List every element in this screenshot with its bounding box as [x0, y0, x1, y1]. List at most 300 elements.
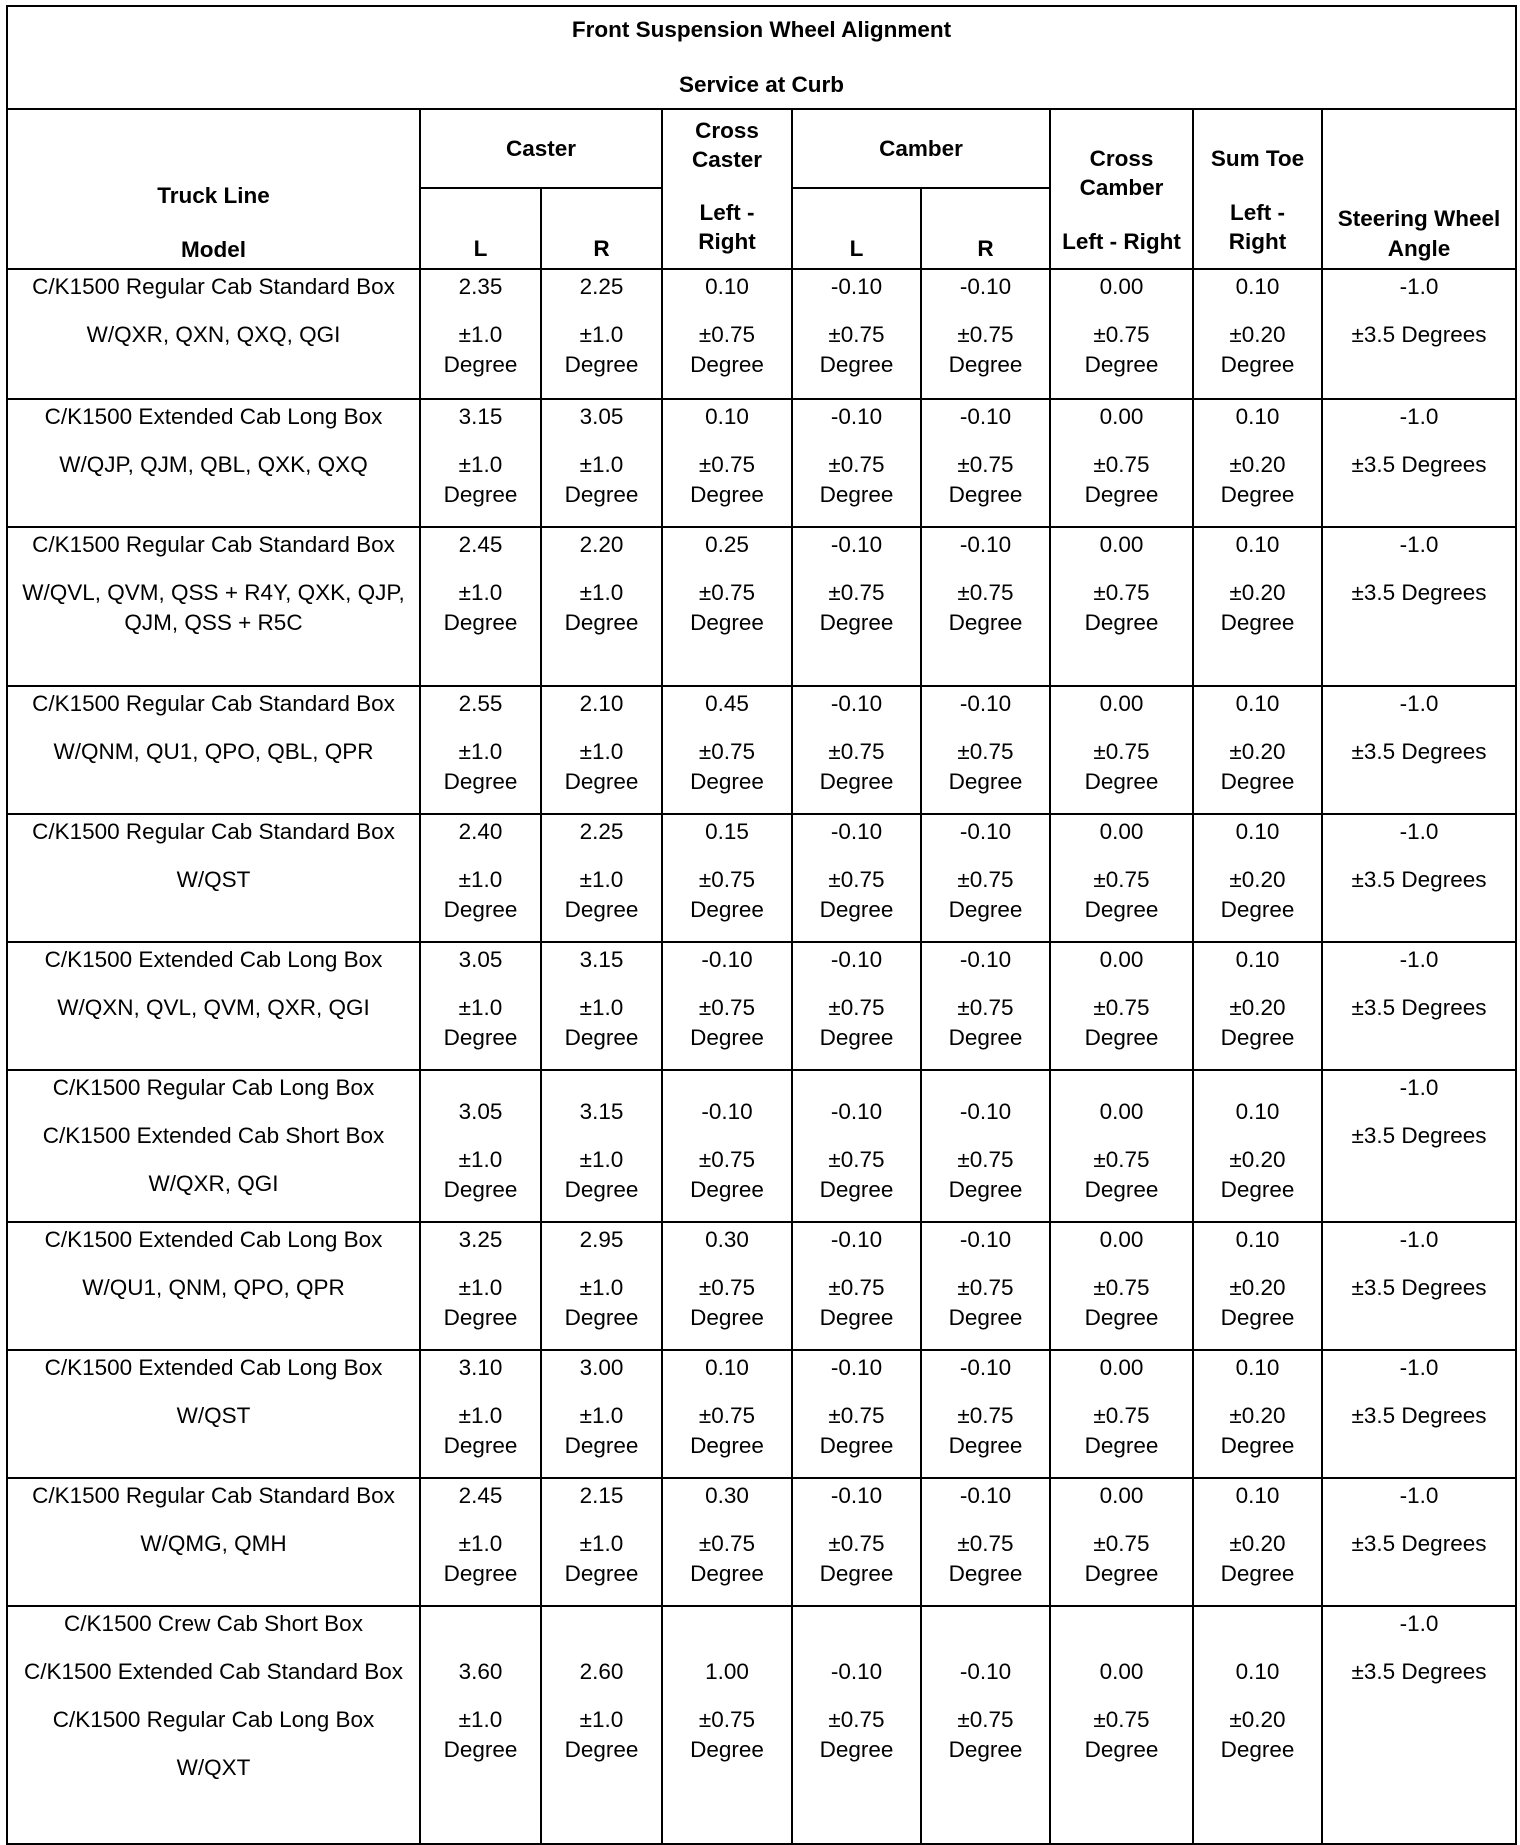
- tolerance: ±0.75: [698, 1531, 756, 1556]
- unit-degree: Degree: [443, 769, 518, 794]
- cross-caster-cell: [662, 1070, 792, 1222]
- model-line: W/QVL, QVM, QSS + R4Y, QXK, QJP, QJM, QSS + R5C: [22, 580, 405, 635]
- unit-degree: Degree: [948, 769, 1023, 794]
- value: 0.00: [1099, 691, 1144, 716]
- model-line: C/K1500 Regular Cab Standard Box: [32, 819, 395, 844]
- tolerance: ±0.20: [1229, 1403, 1286, 1428]
- tolerance: ±0.75: [1093, 580, 1150, 605]
- tolerance: ±0.75: [1093, 1275, 1150, 1300]
- tolerance: ±1.0: [458, 995, 503, 1020]
- value: -0.10: [830, 1099, 883, 1124]
- caster-r-cell: [541, 1222, 662, 1350]
- steering-tolerance: ±3.5 Degrees: [1351, 452, 1487, 477]
- table-row: [7, 1070, 1516, 1222]
- value: 0.10: [1235, 274, 1280, 299]
- tolerance: ±1.0: [458, 739, 503, 764]
- model-line: W/QST: [176, 1403, 251, 1428]
- value: 2.45: [458, 1483, 503, 1508]
- unit-degree: Degree: [1220, 897, 1295, 922]
- value: 0.10: [1235, 1099, 1280, 1124]
- tolerance: ±0.20: [1229, 1707, 1286, 1732]
- tolerance: ±0.75: [957, 1403, 1014, 1428]
- tolerance: ±0.75: [828, 1147, 885, 1172]
- value: 0.10: [705, 274, 749, 299]
- model-line: C/K1500 Extended Cab Long Box: [44, 1355, 383, 1380]
- steering-value: -1.0: [1399, 404, 1439, 429]
- steering-value: -1.0: [1399, 1483, 1439, 1508]
- caster-l-cell: [420, 1606, 541, 1844]
- value: 0.10: [1235, 947, 1280, 972]
- value: -0.10: [959, 691, 1012, 716]
- value: 0.10: [1235, 819, 1280, 844]
- unit-degree: Degree: [948, 1561, 1023, 1586]
- cross-caster-cell: [662, 269, 792, 399]
- unit-degree: Degree: [1220, 1025, 1295, 1050]
- value: 2.40: [458, 819, 503, 844]
- unit-degree: Degree: [1084, 1433, 1159, 1458]
- unit-degree: Degree: [819, 1177, 894, 1202]
- unit-degree: Degree: [948, 897, 1023, 922]
- value: 0.10: [1235, 1227, 1280, 1252]
- tolerance: ±0.75: [698, 867, 756, 892]
- unit-degree: Degree: [1084, 1737, 1159, 1762]
- tolerance: ±0.75: [957, 580, 1014, 605]
- unit-degree: Degree: [443, 1305, 518, 1330]
- steering-value: -1.0: [1399, 947, 1439, 972]
- header-camber-l: L: [792, 188, 921, 269]
- tolerance: ±0.75: [1093, 452, 1150, 477]
- unit-degree: Degree: [690, 610, 764, 635]
- tolerance: ±1.0: [579, 1707, 624, 1732]
- sum-toe-cell: [1193, 1606, 1322, 1844]
- unit-degree: Degree: [819, 482, 894, 507]
- unit-degree: Degree: [1220, 352, 1295, 377]
- model-cell: [7, 1606, 420, 1844]
- unit-degree: Degree: [443, 352, 518, 377]
- tolerance: ±1.0: [579, 452, 624, 477]
- value: -0.10: [959, 819, 1012, 844]
- sum-toe-cell: [1193, 1222, 1322, 1350]
- tolerance: ±0.75: [1093, 995, 1150, 1020]
- caster-l-cell: [420, 942, 541, 1070]
- steering-tolerance: ±3.5 Degrees: [1351, 580, 1487, 605]
- table-subtitle: Service at Curb: [678, 71, 845, 97]
- sum-toe-cell: [1193, 1070, 1322, 1222]
- tolerance: ±0.75: [1093, 1147, 1150, 1172]
- unit-degree: Degree: [819, 1305, 894, 1330]
- tolerance: ±0.75: [698, 1275, 756, 1300]
- unit-degree: Degree: [819, 1025, 894, 1050]
- tolerance: ±0.75: [828, 1707, 885, 1732]
- tolerance: ±0.75: [698, 322, 756, 347]
- header-caster-l: L: [420, 188, 541, 269]
- table-row: [7, 942, 1516, 1070]
- model-line: W/QU1, QNM, QPO, QPR: [82, 1275, 345, 1300]
- unit-degree: Degree: [690, 1737, 764, 1762]
- value: 0.00: [1099, 1099, 1144, 1124]
- unit-degree: Degree: [690, 769, 764, 794]
- tolerance: ±0.75: [828, 1531, 885, 1556]
- value: 3.05: [458, 1099, 503, 1124]
- cross-camber-cell: [1050, 399, 1193, 527]
- tolerance: ±0.20: [1229, 580, 1286, 605]
- value: 2.15: [579, 1483, 624, 1508]
- tolerance: ±1.0: [579, 867, 624, 892]
- value: 2.55: [458, 691, 503, 716]
- unit-degree: Degree: [948, 1305, 1023, 1330]
- unit-degree: Degree: [948, 1737, 1023, 1762]
- camber-r-cell: [921, 1478, 1050, 1606]
- tolerance: ±1.0: [579, 995, 624, 1020]
- sum-toe-cell: [1193, 942, 1322, 1070]
- unit-degree: Degree: [564, 1433, 639, 1458]
- unit-degree: Degree: [690, 1305, 764, 1330]
- value: -0.10: [959, 274, 1012, 299]
- model-line: C/K1500 Extended Cab Long Box: [44, 1227, 383, 1252]
- unit-degree: Degree: [1084, 482, 1159, 507]
- caster-l-cell: [420, 527, 541, 686]
- value: -0.10: [830, 532, 883, 557]
- model-line: W/QXR, QXN, QXQ, QGI: [86, 322, 341, 347]
- value: -0.10: [959, 1483, 1012, 1508]
- camber-l-cell: [792, 269, 921, 399]
- table-row: [7, 1222, 1516, 1350]
- camber-r-cell: [921, 1070, 1050, 1222]
- cross-caster-cell: [662, 1606, 792, 1844]
- camber-l-cell: [792, 1350, 921, 1478]
- tolerance: ±0.20: [1229, 867, 1286, 892]
- unit-degree: Degree: [443, 1737, 518, 1762]
- camber-l-cell: [792, 1070, 921, 1222]
- value: 0.00: [1099, 819, 1144, 844]
- value: -0.10: [830, 274, 883, 299]
- header-truck-line: Truck Line: [157, 183, 270, 208]
- value: 3.10: [458, 1355, 503, 1380]
- tolerance: ±0.20: [1229, 1147, 1286, 1172]
- caster-l-cell: [420, 1350, 541, 1478]
- cross-camber-cell: [1050, 942, 1193, 1070]
- model-line: W/QMG, QMH: [140, 1531, 287, 1556]
- unit-degree: Degree: [1084, 610, 1159, 635]
- caster-r-cell: [541, 399, 662, 527]
- steering-tolerance: ±3.5 Degrees: [1351, 1123, 1487, 1148]
- value: -0.10: [830, 691, 883, 716]
- tolerance: ±1.0: [458, 452, 503, 477]
- steering-value: -1.0: [1399, 1075, 1439, 1100]
- unit-degree: Degree: [1220, 769, 1295, 794]
- cross-camber-cell: [1050, 686, 1193, 814]
- unit-degree: Degree: [564, 352, 639, 377]
- tolerance: ±1.0: [579, 1147, 624, 1172]
- unit-degree: Degree: [564, 897, 639, 922]
- steering-cell: [1322, 1070, 1516, 1222]
- header-cross-caster-left: Left -: [699, 200, 755, 225]
- model-line: W/QXT: [176, 1755, 251, 1780]
- model-cell: [7, 399, 420, 527]
- header-cross-camber: [1050, 109, 1193, 269]
- tolerance: ±1.0: [458, 322, 503, 347]
- value: -0.10: [959, 1227, 1012, 1252]
- value: 3.05: [458, 947, 503, 972]
- camber-r-cell: [921, 1350, 1050, 1478]
- steering-value: -1.0: [1399, 274, 1439, 299]
- value: 0.45: [705, 691, 749, 716]
- value: 2.20: [579, 532, 624, 557]
- tolerance: ±0.75: [1093, 1707, 1150, 1732]
- tolerance: ±0.75: [1093, 867, 1150, 892]
- value: 0.00: [1099, 532, 1144, 557]
- steering-tolerance: ±3.5 Degrees: [1351, 1403, 1487, 1428]
- model-line: C/K1500 Regular Cab Long Box: [52, 1707, 375, 1732]
- tolerance: ±1.0: [579, 739, 624, 764]
- unit-degree: Degree: [690, 897, 764, 922]
- caster-l-cell: [420, 1070, 541, 1222]
- model-line: C/K1500 Extended Cab Long Box: [44, 947, 383, 972]
- caster-l-cell: [420, 814, 541, 942]
- tolerance: ±1.0: [458, 580, 503, 605]
- steering-tolerance: ±3.5 Degrees: [1351, 1275, 1487, 1300]
- camber-r-cell: [921, 942, 1050, 1070]
- value: 3.15: [458, 404, 503, 429]
- unit-degree: Degree: [443, 1561, 518, 1586]
- value: 0.30: [705, 1227, 749, 1252]
- value: -0.10: [830, 819, 883, 844]
- cross-caster-cell: [662, 1350, 792, 1478]
- tolerance: ±0.20: [1229, 739, 1286, 764]
- value: -0.10: [830, 1355, 883, 1380]
- table-row: [7, 527, 1516, 686]
- cross-camber-cell: [1050, 1350, 1193, 1478]
- steering-value: -1.0: [1399, 1611, 1439, 1636]
- unit-degree: Degree: [564, 1305, 639, 1330]
- unit-degree: Degree: [1220, 1737, 1295, 1762]
- model-cell: [7, 527, 420, 686]
- model-cell: [7, 1222, 420, 1350]
- unit-degree: Degree: [1084, 1561, 1159, 1586]
- caster-l-cell: [420, 1478, 541, 1606]
- caster-l-cell: [420, 686, 541, 814]
- sum-toe-cell: [1193, 269, 1322, 399]
- table-body: [7, 269, 1516, 1844]
- steering-cell: [1322, 942, 1516, 1070]
- cross-camber-cell: [1050, 269, 1193, 399]
- value: 3.15: [579, 1099, 624, 1124]
- tolerance: ±0.75: [828, 580, 885, 605]
- caster-r-cell: [541, 814, 662, 942]
- cross-caster-cell: [662, 686, 792, 814]
- sum-toe-cell: [1193, 1478, 1322, 1606]
- model-line: W/QST: [176, 867, 251, 892]
- cross-caster-cell: [662, 814, 792, 942]
- unit-degree: Degree: [443, 482, 518, 507]
- value: 0.00: [1099, 1659, 1144, 1684]
- model-cell: [7, 814, 420, 942]
- value: -0.10: [830, 1227, 883, 1252]
- value: 1.00: [705, 1659, 749, 1684]
- steering-value: -1.0: [1399, 691, 1439, 716]
- value: 0.25: [705, 532, 749, 557]
- unit-degree: Degree: [1084, 897, 1159, 922]
- tolerance: ±0.75: [698, 580, 756, 605]
- value: 2.45: [458, 532, 503, 557]
- header-caster: Caster: [420, 109, 662, 188]
- value: 0.10: [1235, 1355, 1280, 1380]
- unit-degree: Degree: [564, 610, 639, 635]
- tolerance: ±0.75: [828, 739, 885, 764]
- steering-cell: [1322, 1478, 1516, 1606]
- tolerance: ±1.0: [579, 1403, 624, 1428]
- value: -0.10: [959, 404, 1012, 429]
- tolerance: ±0.75: [1093, 1403, 1150, 1428]
- value: 3.05: [579, 404, 624, 429]
- camber-l-cell: [792, 527, 921, 686]
- camber-l-cell: [792, 942, 921, 1070]
- unit-degree: Degree: [819, 1737, 894, 1762]
- value: 0.10: [705, 404, 749, 429]
- model-cell: [7, 686, 420, 814]
- value: 0.00: [1099, 1355, 1144, 1380]
- steering-tolerance: ±3.5 Degrees: [1351, 1531, 1487, 1556]
- value: 3.60: [458, 1659, 503, 1684]
- wheel-alignment-table: [6, 5, 1517, 1845]
- value: -0.10: [701, 947, 753, 972]
- value: 0.00: [1099, 1483, 1144, 1508]
- value: 2.35: [458, 274, 503, 299]
- cross-camber-cell: [1050, 1222, 1193, 1350]
- caster-r-cell: [541, 1478, 662, 1606]
- tolerance: ±0.75: [828, 867, 885, 892]
- tolerance: ±1.0: [458, 867, 503, 892]
- tolerance: ±0.75: [698, 1147, 756, 1172]
- header-camber: Camber: [792, 109, 1050, 188]
- unit-degree: Degree: [690, 1561, 764, 1586]
- caster-r-cell: [541, 527, 662, 686]
- steering-cell: [1322, 527, 1516, 686]
- unit-degree: Degree: [1220, 1561, 1295, 1586]
- unit-degree: Degree: [690, 352, 764, 377]
- camber-l-cell: [792, 1606, 921, 1844]
- tolerance: ±0.20: [1229, 322, 1286, 347]
- table-title: Front Suspension Wheel Alignment: [571, 17, 952, 42]
- unit-degree: Degree: [819, 897, 894, 922]
- unit-degree: Degree: [564, 1177, 639, 1202]
- cross-camber-cell: [1050, 527, 1193, 686]
- header-sum-toe-left: Left -: [1230, 200, 1285, 225]
- model-line: C/K1500 Regular Cab Standard Box: [32, 1483, 395, 1508]
- header-caster-r: R: [541, 188, 662, 269]
- value: 0.10: [705, 1355, 749, 1380]
- table-row: [7, 269, 1516, 399]
- unit-degree: Degree: [443, 610, 518, 635]
- value: 3.25: [458, 1227, 503, 1252]
- tolerance: ±1.0: [579, 1531, 624, 1556]
- steering-cell: [1322, 1350, 1516, 1478]
- model-line: C/K1500 Regular Cab Long Box: [52, 1075, 375, 1100]
- value: -0.10: [959, 1659, 1012, 1684]
- value: 0.15: [705, 819, 749, 844]
- tolerance: ±0.75: [957, 1707, 1014, 1732]
- caster-r-cell: [541, 1350, 662, 1478]
- tolerance: ±0.75: [1093, 1531, 1150, 1556]
- value: 0.10: [1235, 532, 1280, 557]
- cross-camber-cell: [1050, 1070, 1193, 1222]
- header-sum-toe: [1193, 109, 1322, 269]
- value: 0.10: [1235, 691, 1280, 716]
- header-steering-wheel-angle: Steering Wheel Angle: [1322, 109, 1516, 269]
- unit-degree: Degree: [819, 769, 894, 794]
- value: -0.10: [830, 947, 883, 972]
- unit-degree: Degree: [1084, 1025, 1159, 1050]
- model-line: C/K1500 Regular Cab Standard Box: [32, 274, 395, 299]
- header-truck-line-model: [7, 109, 420, 269]
- tolerance: ±0.75: [957, 1275, 1014, 1300]
- header-cross-camber-label: Cross Camber: [1079, 146, 1164, 200]
- unit-degree: Degree: [948, 1433, 1023, 1458]
- tolerance: ±1.0: [579, 1275, 624, 1300]
- value: 2.60: [579, 1659, 624, 1684]
- tolerance: ±0.75: [698, 739, 756, 764]
- sum-toe-cell: [1193, 527, 1322, 686]
- unit-degree: Degree: [819, 1433, 894, 1458]
- cross-camber-cell: [1050, 1606, 1193, 1844]
- tolerance: ±0.75: [698, 1707, 756, 1732]
- model-line: C/K1500 Extended Cab Short Box: [42, 1123, 385, 1148]
- value: 0.00: [1099, 1227, 1144, 1252]
- caster-l-cell: [420, 1222, 541, 1350]
- camber-r-cell: [921, 686, 1050, 814]
- steering-cell: [1322, 1222, 1516, 1350]
- cross-camber-cell: [1050, 1478, 1193, 1606]
- unit-degree: Degree: [819, 352, 894, 377]
- unit-degree: Degree: [564, 1561, 639, 1586]
- table-row: [7, 814, 1516, 942]
- model-line: C/K1500 Extended Cab Standard Box: [23, 1659, 403, 1684]
- unit-degree: Degree: [1220, 610, 1295, 635]
- cross-caster-cell: [662, 399, 792, 527]
- value: -0.10: [830, 1659, 883, 1684]
- value: 0.30: [705, 1483, 749, 1508]
- tolerance: ±0.75: [957, 995, 1014, 1020]
- steering-tolerance: ±3.5 Degrees: [1351, 867, 1487, 892]
- tolerance: ±0.75: [957, 1147, 1014, 1172]
- tolerance: ±0.75: [698, 995, 756, 1020]
- unit-degree: Degree: [1220, 1433, 1295, 1458]
- tolerance: ±1.0: [458, 1531, 503, 1556]
- value: 0.00: [1099, 274, 1144, 299]
- unit-degree: Degree: [1220, 482, 1295, 507]
- sum-toe-cell: [1193, 814, 1322, 942]
- cross-caster-cell: [662, 1478, 792, 1606]
- table-row: [7, 1606, 1516, 1844]
- sum-toe-cell: [1193, 686, 1322, 814]
- caster-l-cell: [420, 269, 541, 399]
- camber-l-cell: [792, 1222, 921, 1350]
- caster-r-cell: [541, 269, 662, 399]
- value: -0.10: [959, 532, 1012, 557]
- tolerance: ±0.75: [1093, 322, 1150, 347]
- unit-degree: Degree: [1084, 352, 1159, 377]
- tolerance: ±0.75: [698, 452, 756, 477]
- tolerance: ±1.0: [458, 1403, 503, 1428]
- header-sum-toe-label: Sum Toe: [1210, 146, 1305, 171]
- header-cross-caster: [662, 109, 792, 269]
- tolerance: ±0.75: [698, 1403, 756, 1428]
- camber-r-cell: [921, 1222, 1050, 1350]
- table-row: [7, 1478, 1516, 1606]
- caster-l-cell: [420, 399, 541, 527]
- unit-degree: Degree: [443, 1177, 518, 1202]
- unit-degree: Degree: [564, 769, 639, 794]
